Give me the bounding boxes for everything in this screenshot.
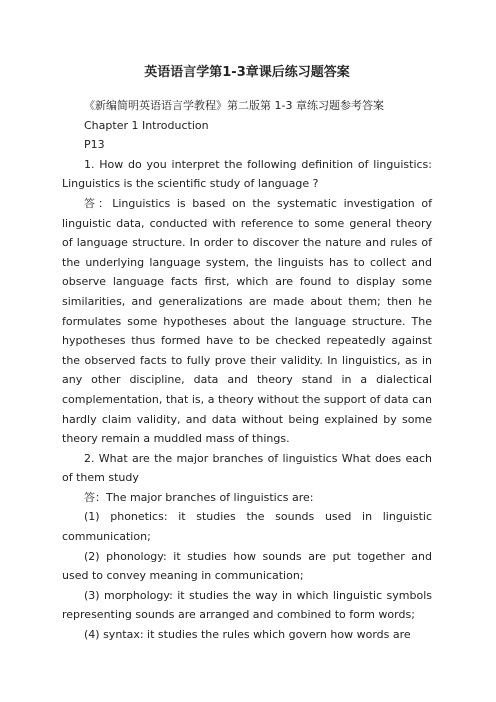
- paragraph-branch-morphology: (3) morphology: it studies the way in which linguistic symbols representing sounds are arranged and combined to form words;: [62, 588, 432, 622]
- paragraph-branch-phonetics: (1) phonetics: it studies the sounds used in linguistic communication;: [62, 510, 432, 544]
- paragraph-branch-syntax: (4) syntax: it studies the rules which govern how words are: [84, 628, 411, 642]
- document-title: 英语语言学第1-3章课后练习题答案: [144, 65, 350, 80]
- document-body: [62, 96, 432, 645]
- paragraph-answer-1: 答：Linguistics is based on the systematic investigation of linguistic data, conducted with reference to some general theory of language structure. In order to discover the nature and rules of the underlying language system, the linguists has to collect and observe language facts first, which are found to display some similarities, and generalizations are made about them; then he formulates some hypotheses about the language structure. The hypotheses thus formed have to be checked repeatedly against the observed facts to fully prove their validity. In linguistics, as in any other discipline, data and theory stand in a dialectical complementation, that is, a theory without the support of data can hardly claim validity, and data without being explained by some theory remain a muddled mass of things.: [62, 196, 432, 446]
- paragraph-page-ref: P13: [84, 138, 105, 152]
- paragraph-question-1: 1. How do you interpret the following definition of linguistics: Linguistics is the scientific study of language ?: [62, 157, 432, 191]
- paragraph-chapter-heading: Chapter 1 Introduction: [84, 118, 209, 132]
- paragraph-subtitle: 《新编简明英语语言学教程》第二版第 1-3 章练习题参考答案: [84, 99, 384, 112]
- paragraph-answer-2-intro: 答：The major branches of linguistics are:: [84, 490, 314, 504]
- paragraph-branch-phonology: (2) phonology: it studies how sounds are put together and used to convey meaning in communication;: [62, 549, 432, 583]
- paragraph-question-2: 2. What are the major branches of linguistics What does each of them study: [62, 451, 432, 485]
